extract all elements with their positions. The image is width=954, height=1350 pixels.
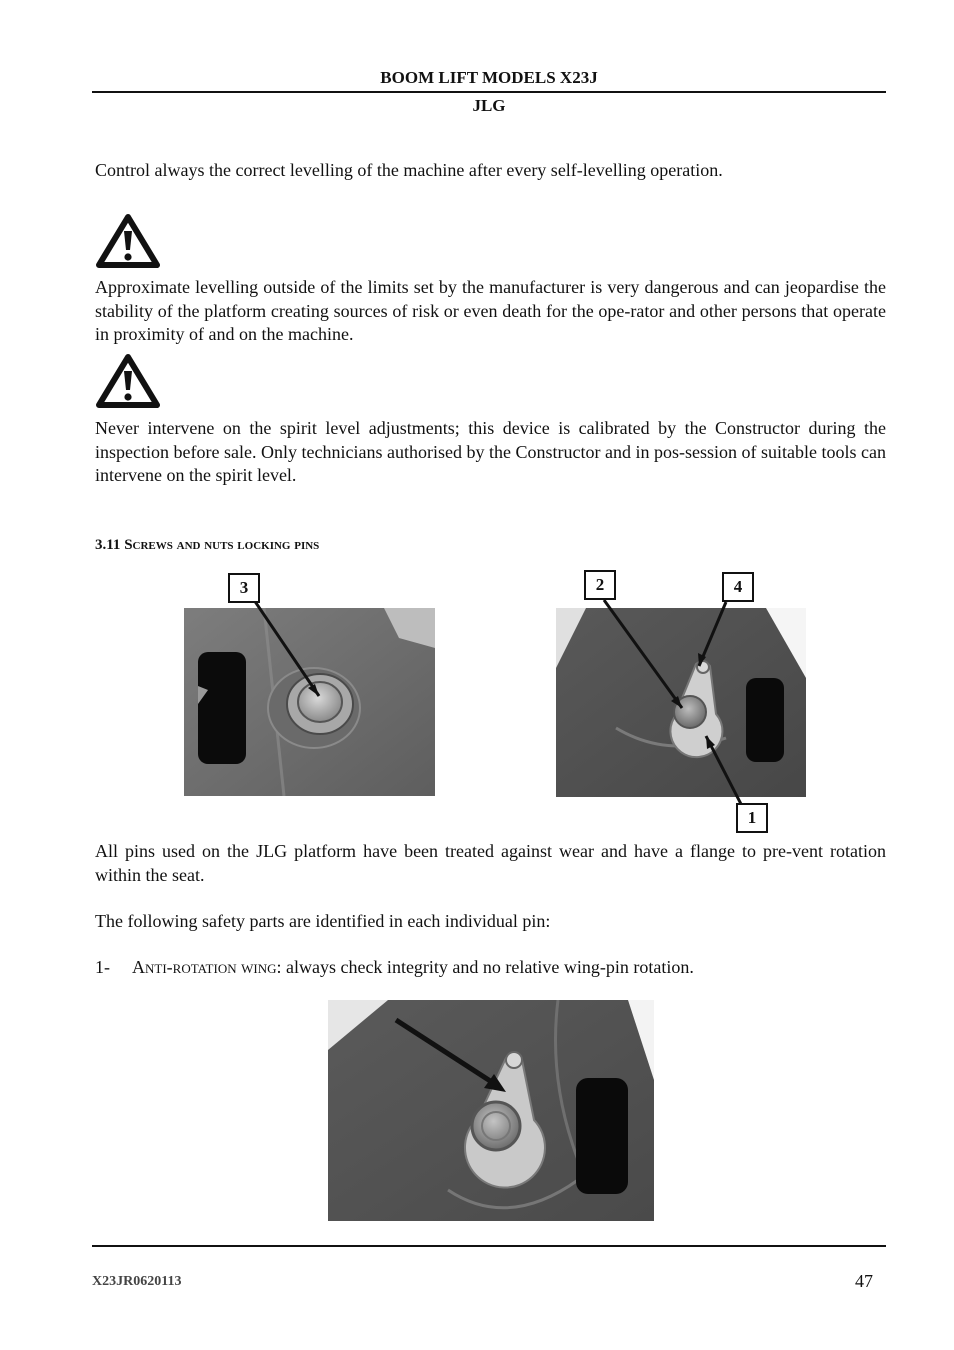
document-header-subtitle: JLG xyxy=(472,96,506,115)
warning-triangle-icon xyxy=(95,352,161,410)
document-code: X23JR0620113 xyxy=(92,1274,182,1289)
paragraph-safety-parts-intro: The following safety parts are identified in each individual pin: xyxy=(95,911,551,931)
page-number: 47 xyxy=(855,1271,873,1291)
header-divider xyxy=(92,91,886,93)
warning-text-spirit-level: Never intervene on the spirit level adjustments; this device is calibrated by the Constructor during the inspection before sale. Only technicians authorised by the Constructor and in pos-session of suitable tools can intervene on the spirit level. xyxy=(95,418,886,485)
document-header-title: BOOM LIFT MODELS X23J xyxy=(380,68,598,87)
callout-label-1: 1 xyxy=(736,803,768,833)
callout-label-3: 3 xyxy=(228,573,260,603)
section-heading xyxy=(95,537,319,554)
paragraph-levelling-check: Control always the correct levelling of the machine after every self-levelling operation. xyxy=(95,160,723,180)
list-item-description: : always check integrity and no relative wing-pin rotation. xyxy=(276,957,694,977)
callout-label-4: 4 xyxy=(722,572,754,602)
arrow-callouts-right xyxy=(556,560,816,830)
footer-divider xyxy=(92,1245,886,1247)
arrow-callout-3 xyxy=(184,560,444,810)
callout-label-2: 2 xyxy=(584,570,616,600)
list-item xyxy=(132,957,694,978)
warning-text-levelling-limits: Approximate levelling outside of the limits set by the manufacturer is very dangerous and can jeopardise the stability of the platform creating sources of risk or even death for the ope-rator and other persons that operate in proximity of and on the machine. xyxy=(95,277,886,344)
section-title: Screws and nuts locking pins xyxy=(124,537,320,553)
arrow-anti-rotation-wing xyxy=(380,1010,520,1100)
section-number: 3.11 xyxy=(95,537,121,553)
list-item-term: Anti-rotation wing xyxy=(132,957,277,977)
list-item-number: 1- xyxy=(95,957,110,977)
warning-triangle-icon xyxy=(95,212,161,270)
paragraph-pins-treatment: All pins used on the JLG platform have been treated against wear and have a flange to pre-vent rotation within the seat. xyxy=(95,841,886,885)
